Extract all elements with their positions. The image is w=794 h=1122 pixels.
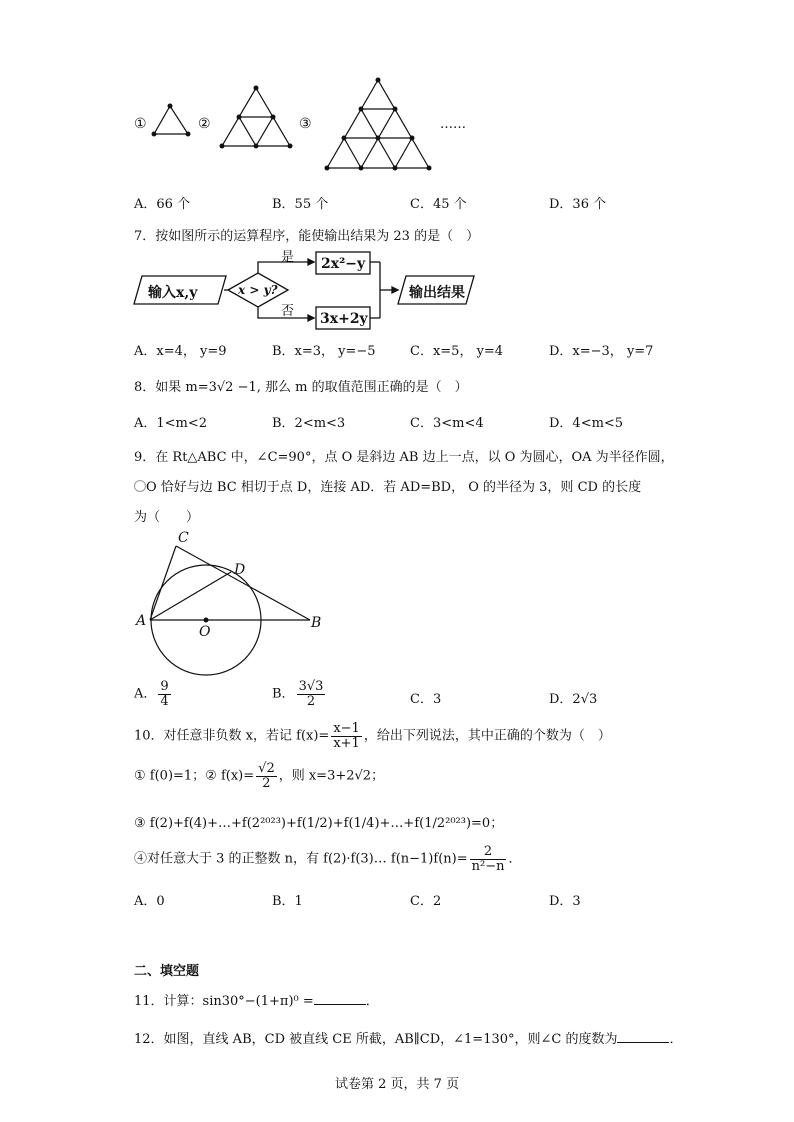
q6-option-a: A．66 个 [134,197,191,212]
figure-label-2: ② [198,116,211,132]
fig-label-b: B [311,615,322,631]
q10-option-c: C．2 [410,894,442,909]
q6-option-b: B．55 个 [272,197,329,212]
page-footer: 试卷第 2 页，共 7 页 [335,1077,460,1092]
figure-label-1: ① [134,116,147,132]
fig-label-d: D [234,562,246,578]
fig-label-o: O [199,624,211,640]
q7-stem: 7．按如图所示的运算程序，能使输出结果为 23 的是（ ） [134,229,480,244]
flow-expr-no: 3x+2y [320,311,368,327]
section-heading: 二、填空题 [134,964,200,979]
figure-ellipsis: …… [440,117,466,132]
q10-option-d: D．3 [549,894,581,909]
q10-stem: 10．对任意非负数 x，若记 f(x)= $\frac{x-1}{x+1}$ ，给出下列说法，其中正确的个数为（ ） [134,721,611,751]
q9-option-c: C．3 [410,692,442,707]
q10-statement-4: ④对任意大于 3 的正整数 n，有 f(2)·f(3)… f(n−1)f(n)= $\frac{2}{\text{n²−n}}$ ． [134,844,522,874]
q7-option-c: C．x=5， y=4 [410,344,504,359]
flow-condition-label: x > y? [238,283,278,297]
q6-option-c: C．45 个 [410,197,467,212]
flow-expr-yes: 2x²−y [321,256,366,272]
figure-label-3: ③ [299,116,312,132]
fig-label-a: A [136,613,147,629]
q11-stem: 11．计算：sin30°−(1+π)⁰ = ． [134,994,379,1009]
q7-flowchart [0,240,794,335]
q9-option-b: B． $\frac{3√3}{2}$ [272,679,324,709]
flow-yes-label: 是 [281,250,295,265]
q9-circle-figure [0,525,794,685]
q10-statement-3: ③ f(2)+f(4)+…+f(2²⁰²³)+f(1/2)+f(1/4)+…+f(1/2²⁰²³)=0； [134,816,504,831]
q9-stem-line1: 9．在 Rt△ABC 中，∠C=90°，点 O 是斜边 AB 边上一点，以 O 为圆心，OA 为半径作圆， [134,450,674,465]
q8-option-c: C．3<m<4 [410,416,484,431]
q9-option-d: D．2√3 [549,692,598,707]
q6-option-d: D．36 个 [549,197,607,212]
q8-option-b: B．2<m<3 [272,416,346,431]
q12-stem: 12．如图，直线 AB，CD 被直线 CE 所截，AB∥CD，∠1=130°，则∠C 的度数为 ． [134,1032,683,1047]
flow-no-label: 否 [281,304,295,319]
flow-output-label: 输出结果 [409,285,465,301]
triangle-pattern-figure [0,0,794,180]
q10-option-a: A．0 [134,894,165,909]
fig-label-c: C [178,530,189,546]
q7-option-a: A．x=4， y=9 [134,344,227,359]
q7-option-b: B．x=3， y=−5 [272,344,376,359]
q8-option-a: A．1<m<2 [134,416,208,431]
q9-option-a: A． $\frac{9}{4}$ [134,679,169,709]
q8-option-d: D．4<m<5 [549,416,624,431]
q10-statement-1-2: ① f(0)=1；② f(x)= $\frac{√2}{2}$ ，则 x=3+2√2； [134,761,385,791]
q9-stem-line2: O 恰好与边 BC 相切于点 D，连接 AD．若 AD=BD， O 的半径为 3，则 CD 的长度 [146,480,642,495]
q8-stem: 8．如果 m=3√2 −1, 那么 m 的取值范围正确的是（ ） [134,380,468,395]
q9-stem-line3: 为（ ） [134,510,200,525]
q10-option-b: B．1 [272,894,303,909]
q7-option-d: D．x=−3， y=7 [549,344,654,359]
flow-input-label: 输入x,y [148,285,198,301]
q11-answer-blank[interactable] [314,994,366,1005]
q12-answer-blank[interactable] [617,1032,669,1043]
